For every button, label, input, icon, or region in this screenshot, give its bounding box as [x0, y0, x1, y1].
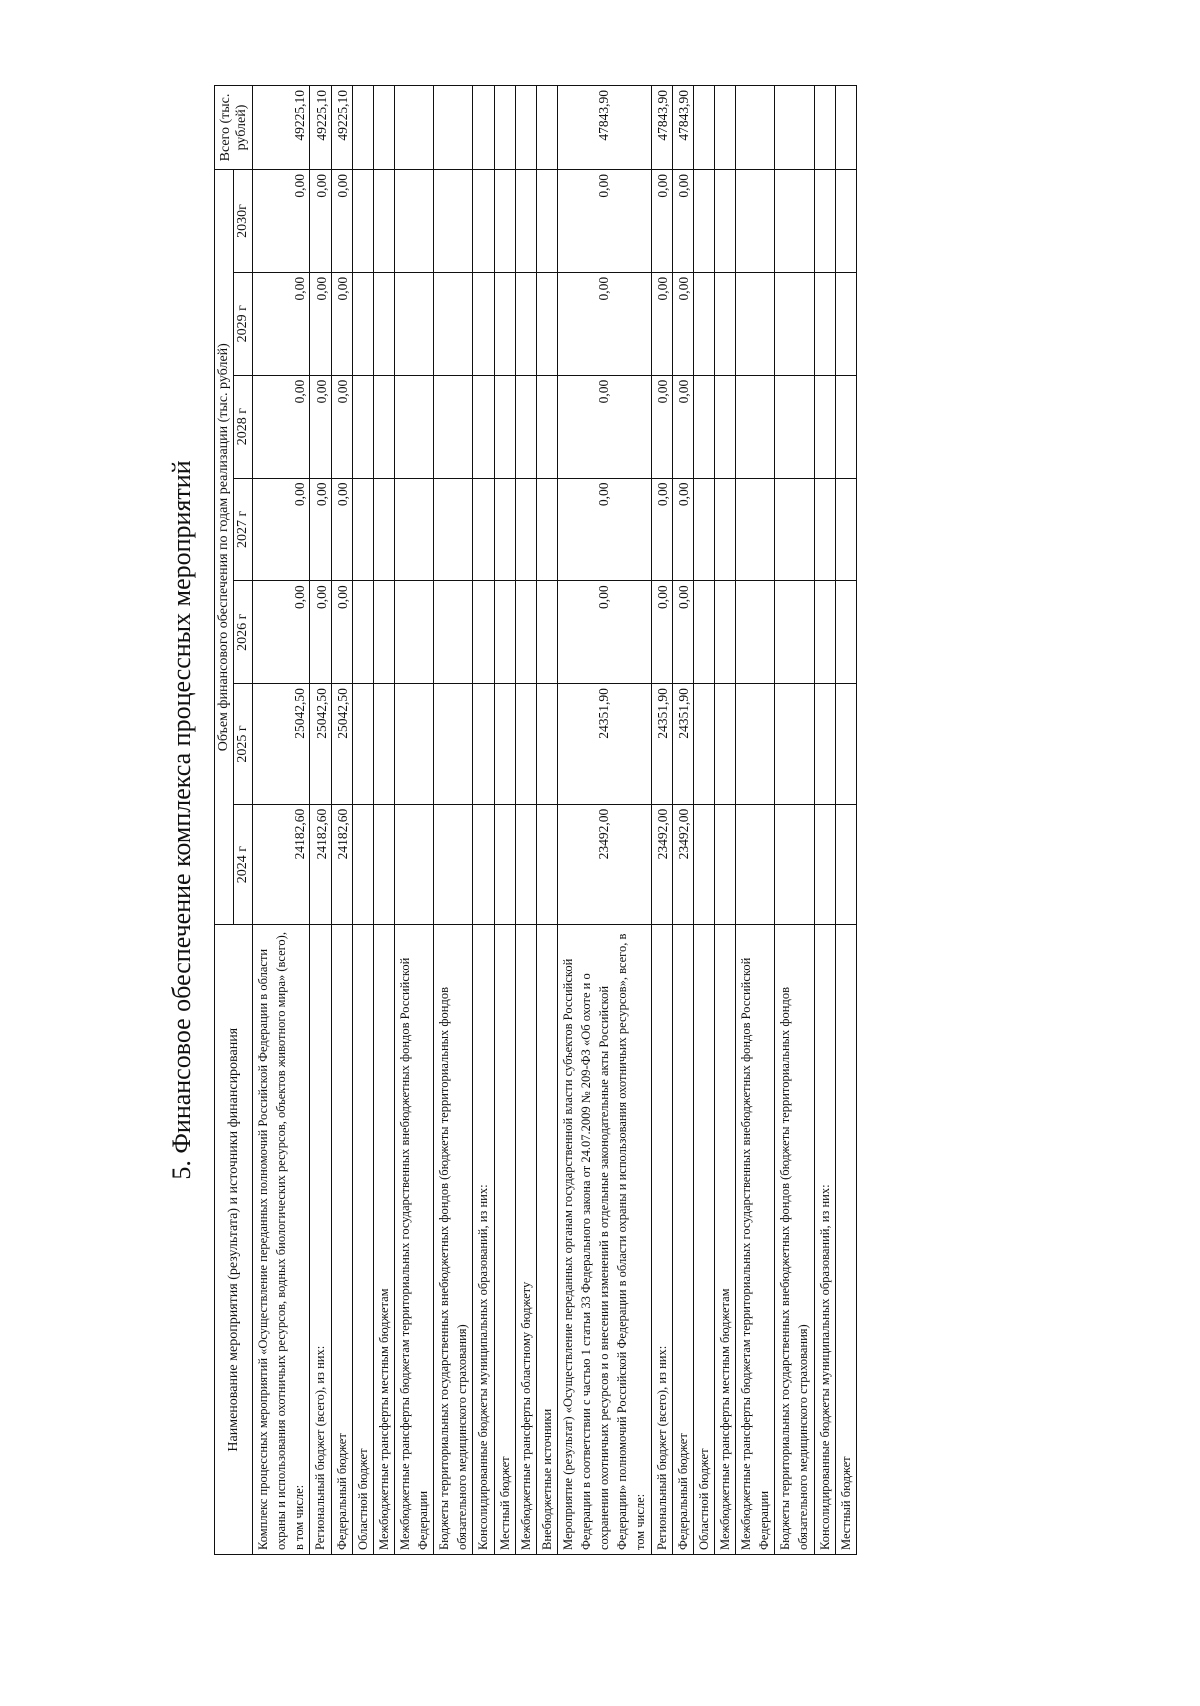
value-cell [352, 684, 373, 805]
value-cell [835, 375, 856, 478]
value-cell: 0,00 [310, 272, 331, 375]
value-cell [473, 581, 494, 684]
value-cell [736, 478, 775, 581]
table-row [352, 86, 373, 1555]
value-cell [352, 272, 373, 375]
value-cell: 49225,10 [331, 86, 352, 170]
value-cell: 0,00 [557, 272, 651, 375]
table-row [434, 86, 473, 1555]
value-cell [736, 86, 775, 170]
value-cell [835, 804, 856, 925]
value-cell [693, 272, 714, 375]
row-name-cell: Региональный бюджет (всего), из них: [651, 925, 672, 1555]
value-cell [814, 581, 835, 684]
value-cell [352, 478, 373, 581]
value-cell: 0,00 [672, 478, 693, 581]
table-row [693, 86, 714, 1555]
value-cell [835, 272, 856, 375]
row-name-cell: Местный бюджет [494, 925, 515, 1555]
value-cell: 0,00 [331, 581, 352, 684]
value-cell [434, 86, 473, 170]
value-cell [693, 804, 714, 925]
value-cell: 0,00 [557, 478, 651, 581]
table-row [494, 86, 515, 1555]
value-cell [775, 581, 814, 684]
value-cell [494, 684, 515, 805]
value-cell [775, 86, 814, 170]
value-cell [693, 86, 714, 170]
year-header: 2029 г [234, 272, 253, 375]
table-row [557, 86, 651, 1555]
row-name-cell: Федеральный бюджет [331, 925, 352, 1555]
value-cell [434, 804, 473, 925]
value-cell [394, 170, 433, 273]
value-cell: 0,00 [253, 272, 310, 375]
table-row [394, 86, 433, 1555]
value-cell [736, 272, 775, 375]
value-cell [515, 272, 536, 375]
value-cell [736, 684, 775, 805]
year-header: 2028 г [234, 375, 253, 478]
value-cell: 23492,00 [672, 804, 693, 925]
value-cell [494, 170, 515, 273]
value-cell: 0,00 [310, 478, 331, 581]
value-cell: 0,00 [331, 478, 352, 581]
value-cell [814, 170, 835, 273]
value-cell: 24182,60 [253, 804, 310, 925]
value-cell: 0,00 [651, 170, 672, 273]
value-cell [352, 804, 373, 925]
value-cell: 0,00 [253, 375, 310, 478]
value-cell [714, 272, 735, 375]
row-name-cell: Областной бюджет [352, 925, 373, 1555]
value-cell: 25042,50 [310, 684, 331, 805]
table-row [473, 86, 494, 1555]
value-cell [434, 375, 473, 478]
value-cell [494, 581, 515, 684]
value-cell [434, 272, 473, 375]
value-cell: 47843,90 [672, 86, 693, 170]
value-cell: 24351,90 [672, 684, 693, 805]
value-cell [835, 684, 856, 805]
table-row [672, 86, 693, 1555]
value-cell [536, 478, 557, 581]
value-cell [352, 375, 373, 478]
value-cell [494, 478, 515, 581]
value-cell [373, 581, 394, 684]
year-header: 2030г [234, 170, 253, 273]
row-name-cell: Консолидированные бюджеты муниципальных образований, из них: [473, 925, 494, 1555]
year-header: 2024 г [234, 804, 253, 925]
value-cell: 0,00 [651, 375, 672, 478]
table-row [736, 86, 775, 1555]
value-cell [736, 581, 775, 684]
value-cell: 0,00 [331, 375, 352, 478]
value-cell [536, 86, 557, 170]
year-header: 2027 г [234, 478, 253, 581]
table-row [373, 86, 394, 1555]
value-cell [373, 375, 394, 478]
value-cell: 0,00 [651, 272, 672, 375]
value-cell [394, 375, 433, 478]
value-cell [775, 272, 814, 375]
value-cell: 0,00 [557, 375, 651, 478]
financing-table [214, 85, 857, 1555]
table-row [651, 86, 672, 1555]
value-cell [473, 375, 494, 478]
value-cell: 0,00 [672, 581, 693, 684]
table-row [515, 86, 536, 1555]
value-cell [814, 375, 835, 478]
value-cell [373, 86, 394, 170]
value-cell: 25042,50 [253, 684, 310, 805]
value-cell: 0,00 [310, 170, 331, 273]
value-cell: 0,00 [253, 581, 310, 684]
value-cell [394, 86, 433, 170]
value-cell [693, 684, 714, 805]
value-cell [775, 170, 814, 273]
value-cell [394, 478, 433, 581]
table-body [253, 86, 857, 1555]
value-cell: 49225,10 [310, 86, 331, 170]
value-cell [515, 684, 536, 805]
value-cell: 0,00 [672, 170, 693, 273]
value-cell [473, 170, 494, 273]
row-name-cell: Федеральный бюджет [672, 925, 693, 1555]
value-cell [536, 684, 557, 805]
value-cell [373, 804, 394, 925]
value-cell: 24351,90 [557, 684, 651, 805]
row-name-cell: Межбюджетные трансферты областному бюджету [515, 925, 536, 1555]
value-cell [494, 375, 515, 478]
rotated-content [150, 85, 857, 1555]
value-cell: 49225,10 [253, 86, 310, 170]
value-cell [515, 478, 536, 581]
row-name-cell: Областной бюджет [693, 925, 714, 1555]
table-row [310, 86, 331, 1555]
value-cell [515, 804, 536, 925]
value-cell [536, 581, 557, 684]
value-cell [693, 581, 714, 684]
value-cell: 0,00 [672, 272, 693, 375]
value-cell [536, 170, 557, 273]
value-cell: 0,00 [672, 375, 693, 478]
value-cell [473, 804, 494, 925]
value-cell [536, 375, 557, 478]
value-cell [693, 170, 714, 273]
header-row-1 [215, 86, 234, 1555]
value-cell: 0,00 [557, 581, 651, 684]
value-cell [536, 804, 557, 925]
table-row [835, 86, 856, 1555]
value-cell: 0,00 [310, 375, 331, 478]
year-header: 2026 г [234, 581, 253, 684]
value-cell [714, 375, 735, 478]
header-name-cell: Наименование мероприятия (результата) и источники финансирования [215, 925, 253, 1555]
section-heading: 5. Финансовое обеспечение комплекса процессных мероприятий [167, 460, 196, 1180]
value-cell: 24351,90 [651, 684, 672, 805]
value-cell [775, 375, 814, 478]
value-cell [693, 375, 714, 478]
value-cell [736, 375, 775, 478]
value-cell: 0,00 [310, 581, 331, 684]
value-cell: 0,00 [331, 272, 352, 375]
value-cell [352, 170, 373, 273]
value-cell [394, 804, 433, 925]
value-cell: 47843,90 [557, 86, 651, 170]
value-cell: 25042,50 [331, 684, 352, 805]
row-name-cell: Бюджеты территориальных государственных внебюджетных фондов (бюджеты территориальных фондов обязательного медицинского страхования) [434, 925, 473, 1555]
value-cell [494, 86, 515, 170]
value-cell [775, 478, 814, 581]
value-cell [394, 272, 433, 375]
value-cell [835, 478, 856, 581]
value-cell [473, 478, 494, 581]
value-cell [714, 581, 735, 684]
value-cell [373, 170, 394, 273]
row-name-cell: Бюджеты территориальных государственных внебюджетных фондов (бюджеты территориальных фондов обязательного медицинского страхования) [775, 925, 814, 1555]
value-cell [515, 170, 536, 273]
row-name-cell: Межбюджетные трансферты местным бюджетам [714, 925, 735, 1555]
value-cell [835, 581, 856, 684]
row-name-cell: Консолидированные бюджеты муниципальных образований, из них: [814, 925, 835, 1555]
value-cell: 0,00 [651, 478, 672, 581]
table-row [814, 86, 835, 1555]
value-cell [814, 804, 835, 925]
value-cell [515, 375, 536, 478]
table-row [331, 86, 352, 1555]
value-cell [814, 86, 835, 170]
row-name-cell: Мероприятие (результат) «Осуществление переданных органам государственной власти субъектов Российской Федерации в соответствии с частью 1 статьи 33 Федерального закона от 24.07.2009 № 209-ФЗ «Об охоте и о сохранении охотничьих ресурсов и о внесении изменений в отдельные законодательные акты Российской Федерации» полномочий Российской Федерации в области охраны и использования охотничьих ресурсов», всего, в том числе: [557, 925, 651, 1555]
value-cell: 0,00 [253, 170, 310, 273]
value-cell: 0,00 [557, 170, 651, 273]
value-cell [814, 684, 835, 805]
row-name-cell: Внебюджетные источники [536, 925, 557, 1555]
row-name-cell: Местный бюджет [835, 925, 856, 1555]
value-cell [352, 581, 373, 684]
value-cell [515, 581, 536, 684]
row-name-cell: Региональный бюджет (всего), из них: [310, 925, 331, 1555]
value-cell [775, 684, 814, 805]
value-cell: 24182,60 [331, 804, 352, 925]
value-cell [494, 804, 515, 925]
value-cell [835, 86, 856, 170]
value-cell [693, 478, 714, 581]
value-cell: 47843,90 [651, 86, 672, 170]
row-name-cell: Межбюджетные трансферты местным бюджетам [373, 925, 394, 1555]
value-cell: 0,00 [651, 581, 672, 684]
value-cell [714, 170, 735, 273]
value-cell: 23492,00 [651, 804, 672, 925]
value-cell [775, 804, 814, 925]
value-cell [434, 581, 473, 684]
value-cell [714, 684, 735, 805]
value-cell [515, 86, 536, 170]
value-cell [536, 272, 557, 375]
value-cell [394, 684, 433, 805]
value-cell [394, 581, 433, 684]
value-cell [736, 804, 775, 925]
value-cell: 0,00 [331, 170, 352, 273]
value-cell [814, 478, 835, 581]
value-cell [434, 478, 473, 581]
value-cell [373, 684, 394, 805]
table-row [536, 86, 557, 1555]
value-cell [373, 272, 394, 375]
header-volume-cell: Объем финансового обеспечения по годам реализации (тыс. рублей) [215, 170, 234, 925]
row-name-cell: Межбюджетные трансферты бюджетам территориальных государственных внебюджетных фондов Российской Федерации [394, 925, 433, 1555]
value-cell: 24182,60 [310, 804, 331, 925]
table-row [714, 86, 735, 1555]
value-cell: 23492,00 [557, 804, 651, 925]
year-header: 2025 г [234, 684, 253, 805]
value-cell [473, 684, 494, 805]
value-cell [473, 272, 494, 375]
value-cell [352, 86, 373, 170]
value-cell [736, 170, 775, 273]
row-name-cell: Межбюджетные трансферты бюджетам территориальных государственных внебюджетных фондов Российской Федерации [736, 925, 775, 1555]
value-cell [434, 170, 473, 273]
value-cell [835, 170, 856, 273]
value-cell [814, 272, 835, 375]
table-row [775, 86, 814, 1555]
value-cell [714, 86, 735, 170]
value-cell [494, 272, 515, 375]
value-cell [434, 684, 473, 805]
value-cell [473, 86, 494, 170]
header-total-cell: Всего (тыс. рублей) [215, 86, 253, 170]
value-cell [714, 804, 735, 925]
row-name-cell: Комплекс процессных мероприятий «Осуществление переданных полномочий Российской Федерации в области охраны и использования охотничьих ресурсов, водных биологических ресурсов, объектов животного мира» (всего), в том числе: [253, 925, 310, 1555]
value-cell [373, 478, 394, 581]
value-cell: 0,00 [253, 478, 310, 581]
value-cell [714, 478, 735, 581]
table-row [253, 86, 310, 1555]
